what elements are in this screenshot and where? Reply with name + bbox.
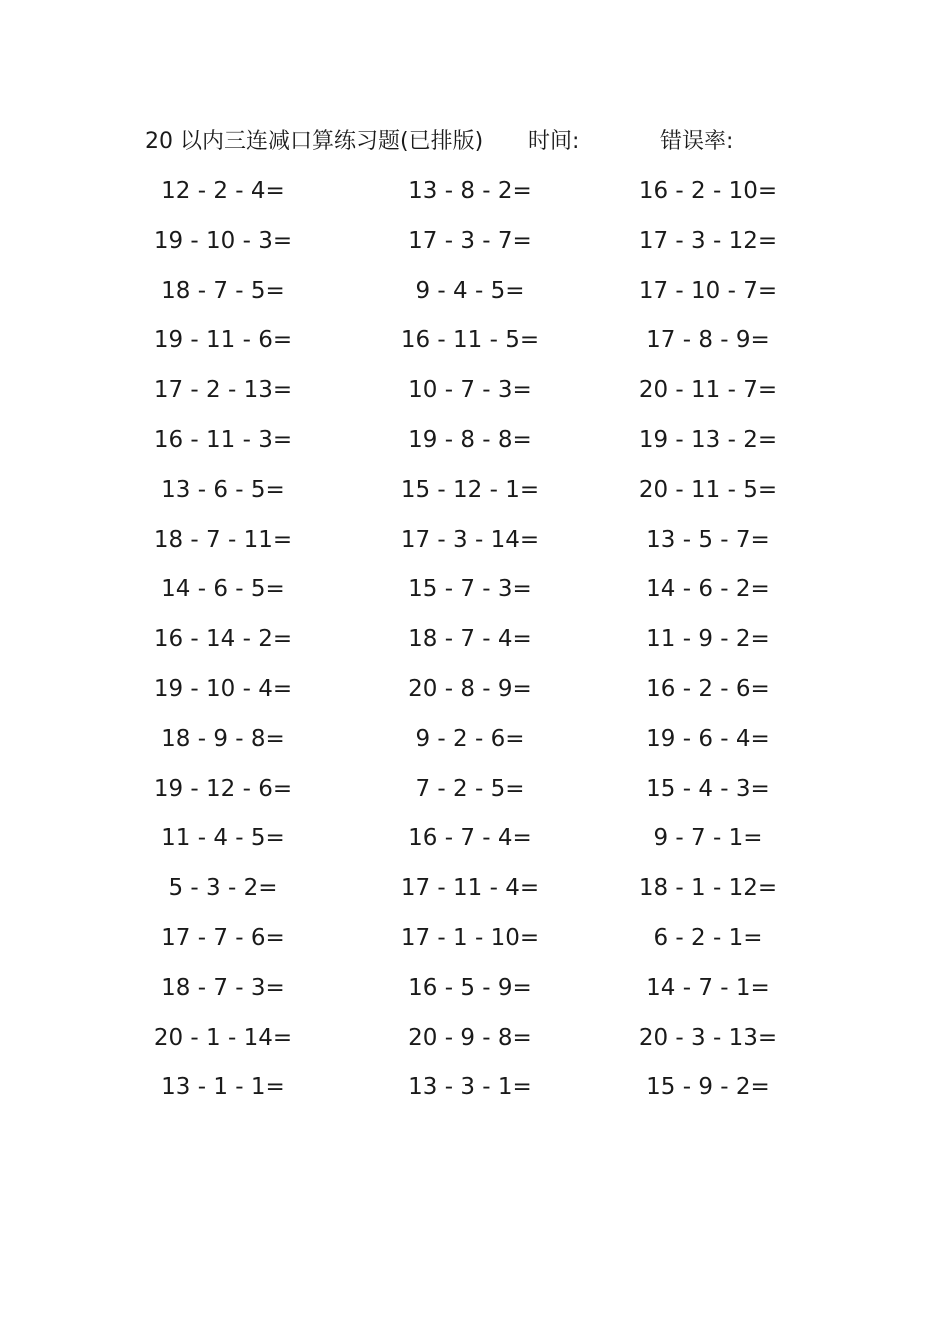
math-problem: 19 - 11 - 6= bbox=[153, 327, 293, 354]
math-problem: 15 - 9 - 2= bbox=[646, 1074, 770, 1101]
math-problem: 9 - 2 - 6= bbox=[415, 725, 525, 752]
problem-row bbox=[0, 225, 950, 275]
math-problem: 12 - 2 - 4= bbox=[161, 178, 285, 204]
math-problem: 19 - 13 - 2= bbox=[638, 426, 778, 453]
math-problem: 17 - 3 - 14= bbox=[400, 526, 540, 553]
problem-row bbox=[0, 822, 950, 872]
math-problem: 13 - 8 - 2= bbox=[408, 178, 532, 204]
time-label: 时间: bbox=[528, 129, 580, 154]
math-problem: 11 - 9 - 2= bbox=[646, 626, 770, 653]
math-problem: 18 - 7 - 3= bbox=[161, 974, 285, 1001]
problem-row bbox=[0, 623, 950, 673]
problem-row bbox=[0, 474, 950, 524]
math-problem: 19 - 10 - 4= bbox=[153, 675, 293, 702]
math-problem: 19 - 12 - 6= bbox=[153, 775, 293, 802]
math-problem: 17 - 2 - 13= bbox=[153, 377, 293, 404]
math-problem: 5 - 3 - 2= bbox=[168, 875, 278, 902]
math-problem: 13 - 5 - 7= bbox=[646, 526, 770, 553]
problem-row bbox=[0, 275, 950, 325]
math-problem: 17 - 11 - 4= bbox=[400, 875, 540, 902]
math-problem: 20 - 3 - 13= bbox=[638, 1024, 778, 1051]
math-problem: 16 - 11 - 5= bbox=[400, 327, 540, 354]
math-problem: 19 - 8 - 8= bbox=[408, 426, 532, 453]
math-problem: 17 - 3 - 12= bbox=[638, 227, 778, 254]
math-problem: 14 - 6 - 2= bbox=[646, 576, 770, 603]
math-problem: 20 - 11 - 5= bbox=[638, 476, 778, 503]
math-problem: 19 - 6 - 4= bbox=[646, 725, 770, 752]
math-problem: 18 - 7 - 11= bbox=[153, 526, 293, 553]
math-problem: 20 - 8 - 9= bbox=[408, 675, 532, 702]
problem-row bbox=[0, 374, 950, 424]
math-problem: 14 - 7 - 1= bbox=[646, 974, 770, 1001]
math-problem: 16 - 11 - 3= bbox=[153, 426, 293, 453]
problem-row bbox=[0, 972, 950, 1022]
math-problem: 9 - 4 - 5= bbox=[415, 277, 525, 304]
problem-row bbox=[0, 673, 950, 723]
problem-row bbox=[0, 1071, 950, 1121]
problem-row bbox=[0, 324, 950, 374]
problem-row bbox=[0, 424, 950, 474]
math-problem: 16 - 14 - 2= bbox=[153, 626, 293, 653]
problem-row bbox=[0, 175, 950, 225]
math-problem: 18 - 7 - 5= bbox=[161, 277, 285, 304]
math-problem: 18 - 7 - 4= bbox=[408, 626, 532, 653]
math-problem: 18 - 1 - 12= bbox=[638, 875, 778, 902]
problem-row bbox=[0, 524, 950, 574]
math-problem: 16 - 2 - 6= bbox=[646, 675, 770, 702]
math-problem: 6 - 2 - 1= bbox=[653, 924, 763, 951]
math-problem: 16 - 5 - 9= bbox=[408, 974, 532, 1001]
math-problem: 15 - 7 - 3= bbox=[408, 576, 532, 603]
math-problem: 10 - 7 - 3= bbox=[408, 377, 532, 404]
math-problem: 17 - 3 - 7= bbox=[408, 227, 532, 254]
math-problem: 16 - 7 - 4= bbox=[408, 825, 532, 852]
math-problem: 20 - 11 - 7= bbox=[638, 377, 778, 404]
problem-row bbox=[0, 872, 950, 922]
math-problem: 14 - 6 - 5= bbox=[161, 576, 285, 603]
problem-row bbox=[0, 723, 950, 773]
math-problem: 20 - 9 - 8= bbox=[408, 1024, 532, 1051]
worksheet-header bbox=[0, 126, 950, 158]
math-problem: 9 - 7 - 1= bbox=[653, 825, 763, 852]
math-problem: 19 - 10 - 3= bbox=[153, 227, 293, 254]
problem-row bbox=[0, 773, 950, 823]
problem-row bbox=[0, 922, 950, 972]
math-problem: 15 - 12 - 1= bbox=[400, 476, 540, 503]
math-problem: 13 - 6 - 5= bbox=[161, 476, 285, 503]
math-problem: 11 - 4 - 5= bbox=[161, 825, 285, 852]
math-problem: 17 - 10 - 7= bbox=[638, 277, 778, 304]
error-rate-label: 错误率: bbox=[660, 129, 734, 154]
problem-row bbox=[0, 1022, 950, 1072]
math-problem: 20 - 1 - 14= bbox=[153, 1024, 293, 1051]
problem-row bbox=[0, 573, 950, 623]
math-problem: 17 - 8 - 9= bbox=[646, 327, 770, 354]
problem-grid bbox=[0, 175, 950, 1121]
math-problem: 17 - 7 - 6= bbox=[161, 924, 285, 951]
worksheet-title: 20 以内三连减口算练习题(已排版) bbox=[145, 129, 484, 154]
math-problem: 7 - 2 - 5= bbox=[415, 775, 525, 802]
math-problem: 18 - 9 - 8= bbox=[161, 725, 285, 752]
math-problem: 17 - 1 - 10= bbox=[400, 924, 540, 951]
math-problem: 13 - 3 - 1= bbox=[408, 1074, 532, 1101]
math-problem: 13 - 1 - 1= bbox=[161, 1074, 285, 1101]
math-problem: 15 - 4 - 3= bbox=[646, 775, 770, 802]
math-problem: 16 - 2 - 10= bbox=[638, 178, 778, 204]
